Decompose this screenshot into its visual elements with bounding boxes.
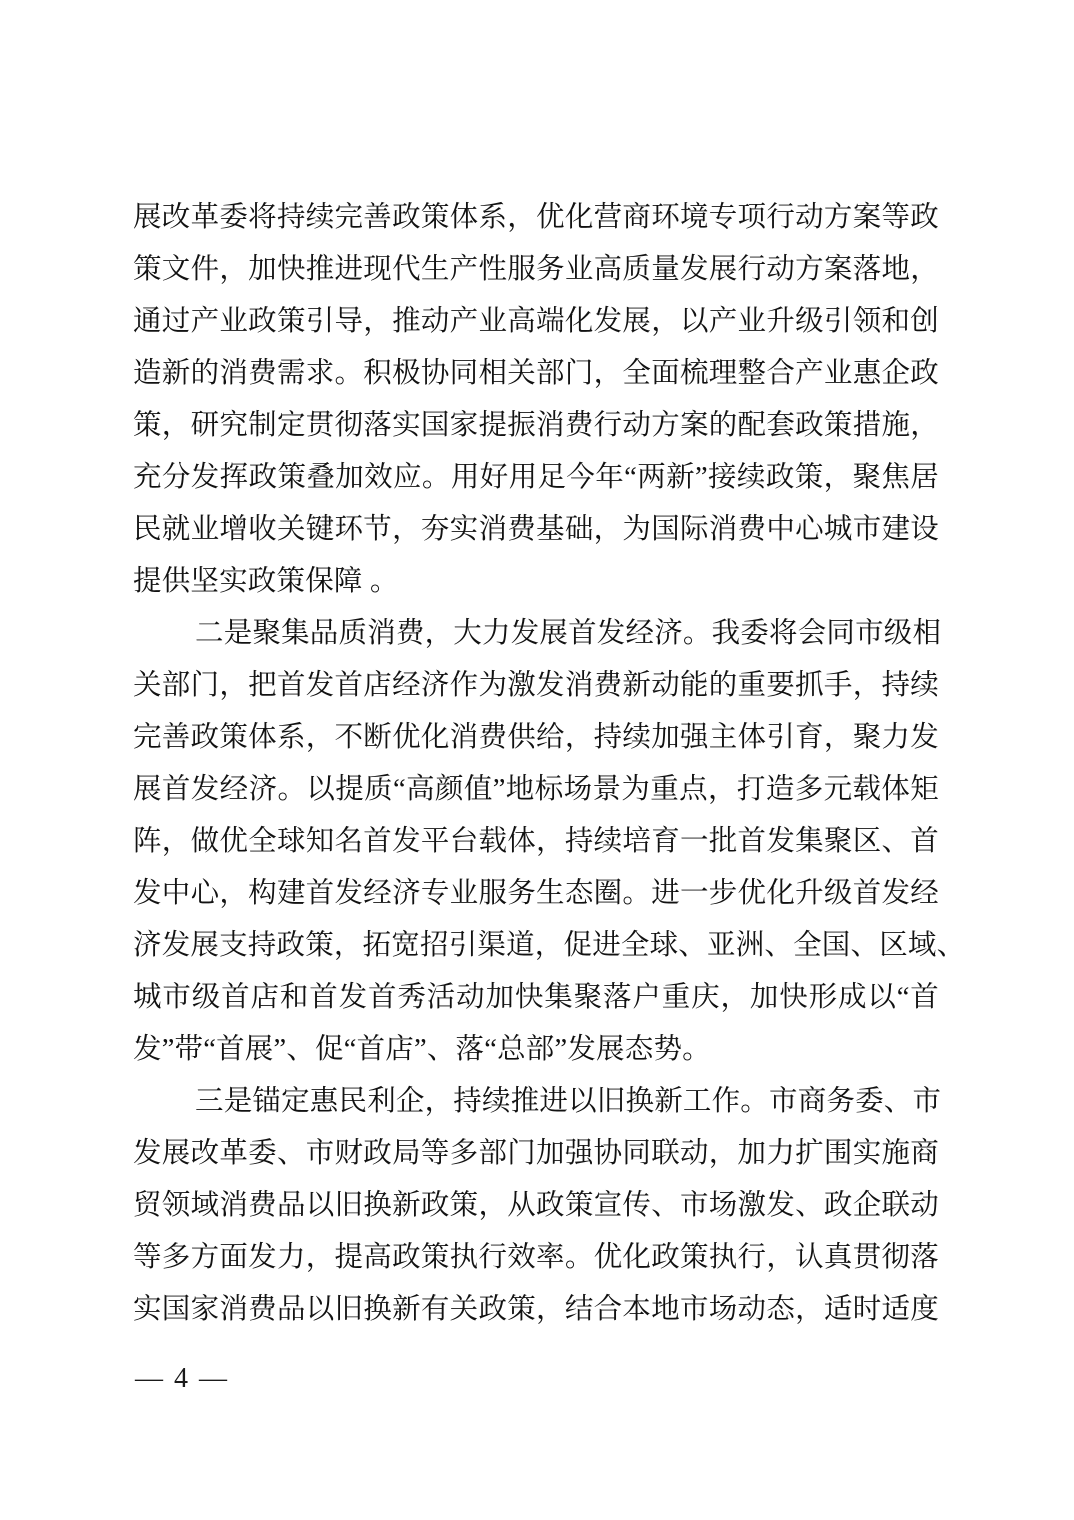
body-text-line: 城市级首店和首发首秀活动加快集聚落户重庆，加快形成以“首: [133, 982, 939, 1013]
body-text-line: 展首发经济。以提质“高颜值”地标场景为重点，打造多元载体矩: [133, 774, 939, 805]
body-text-line: 发中心，构建首发经济专业服务生态圈。进一步优化升级首发经: [133, 878, 939, 909]
body-text-line: 民就业增收关键环节，夯实消费基础，为国际消费中心城市建设: [133, 514, 939, 545]
body-text-line: 展改革委将持续完善政策体系，优化营商环境专项行动方案等政: [133, 202, 939, 233]
body-text-line: 完善政策体系，不断优化消费供给，持续加强主体引育，聚力发: [133, 722, 939, 753]
body-text-line: 策，研究制定贯彻落实国家提振消费行动方案的配套政策措施，: [133, 410, 939, 441]
body-text-line: 阵，做优全球知名首发平台载体，持续培育一批首发集聚区、首: [133, 826, 939, 857]
body-text-line: 贸领域消费品以旧换新政策，从政策宣传、市场激发、政企联动: [133, 1190, 939, 1221]
paragraph: [133, 1076, 942, 1336]
body-text-line: 等多方面发力，提高政策执行效率。优化政策执行，认真贯彻落: [133, 1242, 939, 1273]
body-text-line: 关部门，把首发首店经济作为激发消费新动能的重要抓手，持续: [133, 670, 939, 701]
body-text-line: 三是锚定惠民利企，持续推进以旧换新工作。市商务委、市: [195, 1086, 942, 1117]
body-text-line: 通过产业政策引导，推动产业高端化发展，以产业升级引领和创: [133, 306, 939, 337]
body-text-line: 充分发挥政策叠加效应。用好用足今年“两新”接续政策，聚焦居: [133, 462, 939, 493]
body-text-line: 济发展支持政策，拓宽招引渠道，促进全球、亚洲、全国、区域、: [133, 930, 966, 961]
paragraph: [133, 608, 966, 1076]
page-number-footer: — 4 —: [135, 1363, 227, 1394]
body-text-line: 实国家消费品以旧换新有关政策，结合本地市场动态，适时适度: [133, 1294, 939, 1325]
body-text-line: 二是聚集品质消费，大力发展首发经济。我委将会同市级相: [195, 618, 942, 649]
body-text: [133, 192, 966, 1336]
body-text-line: 发展改革委、市财政局等多部门加强协同联动，加力扩围实施商: [133, 1138, 939, 1169]
body-text-line: 发”带“首展”、促“首店”、落“总部”发展态势。: [133, 1034, 711, 1065]
body-text-line: 策文件，加快推进现代生产性服务业高质量发展行动方案落地，: [133, 254, 939, 285]
paragraph: [133, 192, 939, 608]
body-text-line: 造新的消费需求。积极协同相关部门，全面梳理整合产业惠企政: [133, 358, 939, 389]
body-text-line: 提供坚实政策保障 。: [133, 566, 399, 597]
